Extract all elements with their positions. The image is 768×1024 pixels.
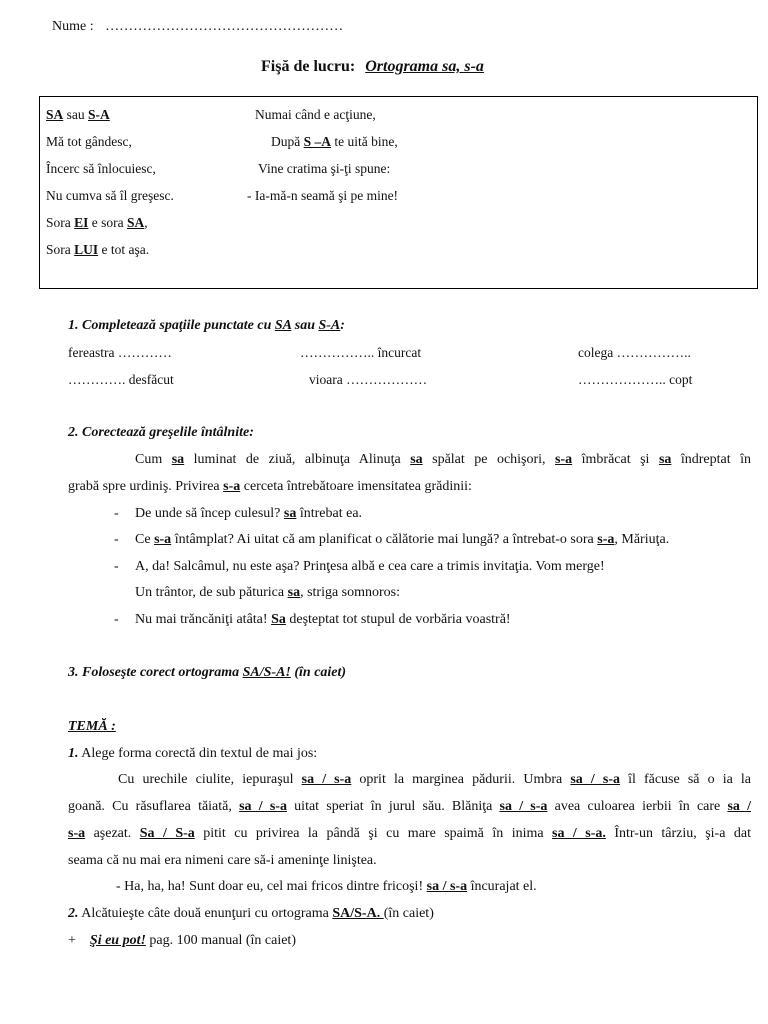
tema-heading: TEMĂ : [68, 719, 116, 734]
tema-task-3: + Şi eu pot! pag. 100 manual (în caiet) [68, 933, 296, 948]
poem-line: - Ia-mă-n seamă şi pe mine! [247, 188, 399, 203]
page-title [261, 58, 484, 76]
tema-task-2: 2. Alcătuieşte câte două enunţuri cu ortograma SA/S-A. (în caiet) [68, 906, 434, 921]
title-subtitle: Ortograma sa, s-a [365, 58, 484, 75]
ex2-heading: 2. Corectează greşelile întâlnite: [68, 425, 254, 440]
tema-text-line: - Ha, ha, ha! Sunt doar eu, cel mai fricos dintre fricoşi! sa / s-a încurajat el. [116, 879, 537, 894]
tema-text-line: seama că nu mai era nimeni care să-i ameninţe liniştea. [68, 853, 377, 868]
poem-line: După S –A te uită bine, [271, 134, 398, 149]
ex1-item: …………. desfăcut [68, 372, 174, 387]
poem-right [247, 101, 399, 209]
title-prefix: Fişă de lucru: [261, 58, 356, 75]
dash: - [114, 506, 119, 521]
poem-line: Sora EI e sora SA, [46, 215, 148, 230]
poem-line: Încerc să înlocuiesc, [46, 161, 156, 176]
tema-text-line: s-a aşezat. Sa / S-a pitit cu privirea la pândă şi cu mare spaimă în inima sa / s-a. Într-un târziu, şi-a dat [68, 826, 751, 841]
dialogue-line: Ce s-a întâmplat? Ai uitat că am planificat o călătorie mai lungă? a întrebat-o sora s-a, Măriuţa. [135, 532, 670, 547]
poem-left [46, 101, 174, 263]
tema-task-1: 1. Alege forma corectă din textul de mai jos: [68, 746, 318, 761]
poem-line: Nu cumva să îl greşesc. [46, 188, 174, 203]
poem-line: Numai când e acţiune, [255, 107, 376, 122]
poem-line: Vine cratima şi-ţi spune: [258, 161, 391, 176]
ex2-paragraph-line: grabă spre urdiniş. Privirea s-a cerceta întrebătoare imensitatea grădinii: [68, 479, 472, 494]
dialogue-line: De unde să încep culesul? sa întrebat ea. [135, 506, 363, 521]
poem-line: SA sau S-A [46, 107, 110, 122]
poem-line: Mă tot gândesc, [46, 134, 132, 149]
dash: - [114, 559, 119, 574]
ex2-paragraph-line: Cum sa luminat de ziuă, albinuţa Alinuţa sa spălat pe ochişori, s-a îmbrăcat şi sa îndreptat în [135, 452, 752, 467]
ex1-item: vioara ……………… [309, 372, 428, 387]
ex1-heading: 1. Completează spaţiile punctate cu SA sau S-A: [68, 318, 345, 333]
name-label: Nume : [52, 19, 94, 34]
ex1-item: …………….. încurcat [300, 345, 422, 360]
tema-text-line: Cu urechile ciulite, iepuraşul sa / s-a oprit la marginea pădurii. Umbra sa / s-a îl făcuse să o ia la [118, 772, 751, 787]
ex1-item: ……………….. copt [578, 372, 693, 387]
tema-text-line: goană. Cu răsuflarea tăiată, sa / s-a uitat speriat în jurul său. Blăniţa sa / s-a avea culoarea ierbii în care sa / [68, 799, 751, 814]
dialogue-line: Nu mai trăncăniţi atâta! Sa deşteptat tot stupul de vorbăria voastră! [135, 612, 511, 627]
ex1-item: colega …………….. [578, 345, 691, 360]
name-line [52, 19, 343, 35]
ex1-item: fereastra ………… [68, 345, 172, 360]
dash: - [114, 532, 119, 547]
dialogue-line: Un trântor, de sub păturica sa, striga somnoros: [135, 585, 401, 600]
ex3-heading: 3. Foloseşte corect ortograma SA/S-A! (în caiet) [68, 665, 347, 680]
dash: - [114, 612, 119, 627]
dialogue-line: A, da! Salcâmul, nu este aşa? Prinţesa albă e cea care a trimis invitaţia. Vom merge! [135, 559, 605, 574]
name-dots: …………………………………………… [105, 19, 344, 34]
poem-line: Sora LUI e tot aşa. [46, 242, 150, 257]
